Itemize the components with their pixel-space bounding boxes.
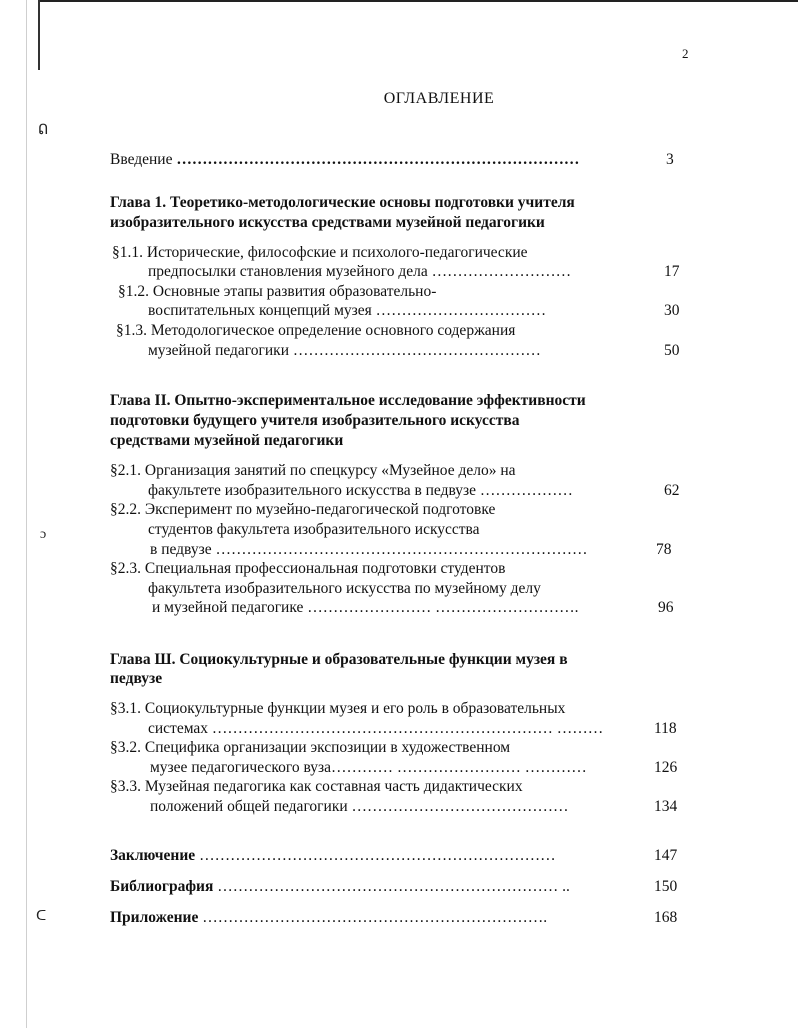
chapter1-title[interactable]: Глава 1. Теоретико-методологические основы подготовки учителя — [110, 194, 575, 211]
toc-section-2-1-cont[interactable]: факультете изобразительного искусства в педвузе ……………… — [148, 482, 573, 499]
scan-edge-left — [38, 0, 40, 70]
binding-hole-mark: ᕠ — [38, 123, 49, 138]
chapter2-title-cont2[interactable]: средствами музейной педагогики — [110, 432, 344, 449]
toc-section-1-3[interactable]: §1.3. Методологическое определение основного содержания — [116, 322, 516, 339]
toc-section-3-3[interactable]: §3.3. Музейная педагогика как составная часть дидактических — [110, 778, 523, 795]
toc-bibliography[interactable] — [110, 877, 570, 896]
chapter1-title-cont[interactable]: изобразительного искусства средствами музейной педагогики — [110, 214, 545, 231]
toc-page-number: 126 — [654, 759, 678, 776]
chapter3-title-cont[interactable]: педвузе — [110, 670, 163, 687]
toc-section-2-1[interactable]: §2.1. Организация занятий по спецкурсу «Музейное дело» на — [110, 462, 516, 479]
toc-dots: …………………………………………………………. — [202, 909, 548, 926]
toc-section-1-1-cont[interactable]: предпосылки становления музейного дела ……………………… — [148, 263, 572, 280]
toc-section-2-3[interactable]: §2.3. Специальная профессиональная подготовки студентов — [110, 560, 506, 577]
toc-intro[interactable] — [110, 150, 579, 169]
toc-page-number: 150 — [654, 878, 678, 895]
chapter3-title[interactable]: Глава Ш. Социокультурные и образовательные функции музея в — [110, 651, 568, 668]
toc-page-number: 168 — [654, 909, 678, 926]
toc-appendix[interactable] — [110, 908, 547, 927]
toc-section-2-2[interactable]: §2.2. Эксперимент по музейно-педагогической подготовке — [110, 501, 496, 518]
toc-title: ОГЛАВЛЕНИЕ — [383, 90, 495, 107]
toc-section-3-3-cont[interactable]: положений общей педагогики …………………………………… — [150, 798, 569, 815]
toc-section-2-3-cont[interactable]: факультета изобразительного искусства по музейному делу — [148, 580, 541, 597]
toc-conclusion-label: Заключение — [110, 847, 196, 864]
scan-edge-top — [38, 0, 798, 2]
toc-page-number: 147 — [654, 847, 678, 864]
toc-section-3-1-cont[interactable]: системах ………………………………………………………… ……… — [148, 720, 604, 737]
page-number: 2 — [682, 46, 689, 61]
toc-dots: ………………………………………………………… .. — [217, 878, 570, 895]
toc-page-number: 3 — [666, 151, 674, 168]
toc-section-1-2[interactable]: §1.2. Основные этапы развития образовательно- — [118, 283, 437, 300]
toc-section-2-3-cont2[interactable]: и музейной педагогике …………………… ………………………. — [152, 599, 579, 616]
toc-page-number: 118 — [654, 720, 677, 737]
toc-section-2-2-cont[interactable]: студентов факультета изобразительного искусства — [148, 521, 480, 538]
toc-page-number: 50 — [664, 342, 680, 359]
toc-section-3-1[interactable]: §3.1. Социокультурные функции музея и его роль в образовательных — [110, 700, 566, 717]
toc-page-number: 30 — [664, 302, 680, 319]
toc-dots: …………………………………………………………… — [199, 847, 556, 864]
toc-conclusion[interactable] — [110, 846, 556, 865]
toc-dots: …………………………………………………………………… — [176, 151, 580, 168]
toc-section-1-3-cont[interactable]: музейной педагогики ………………………………………… — [148, 342, 541, 359]
binding-hole-mark: ᑕ — [36, 909, 47, 924]
toc-intro-label: Введение — [110, 151, 173, 168]
toc-appendix-label: Приложение — [110, 909, 199, 926]
chapter2-title-cont[interactable]: подготовки будущего учителя изобразительного искусства — [110, 412, 520, 429]
toc-bibliography-label: Библиография — [110, 878, 214, 895]
toc-page-number: 78 — [656, 541, 672, 558]
scan-margin-line — [26, 0, 27, 1028]
toc-page-number: 96 — [658, 599, 674, 616]
toc-section-1-1[interactable]: §1.1. Исторические, философские и психолого-педагогические — [112, 244, 528, 261]
toc-section-2-2-cont2[interactable]: в педвузе ……………………………………………………………… — [150, 541, 588, 558]
toc-page-number: 17 — [664, 263, 680, 280]
toc-section-1-2-cont[interactable]: воспитательных концепций музея …………………………… — [148, 302, 547, 319]
toc-page-number: 134 — [654, 798, 678, 815]
toc-page-number: 62 — [664, 482, 680, 499]
toc-section-3-2[interactable]: §3.2. Специфика организации экспозиции в художественном — [110, 739, 511, 756]
chapter2-title[interactable]: Глава II. Опытно-экспериментальное исследование эффективности — [110, 392, 586, 409]
binding-hole-mark: ɔ — [40, 527, 47, 542]
toc-section-3-2-cont[interactable]: музее педагогического вуза………… …………………… ………… — [150, 759, 587, 776]
